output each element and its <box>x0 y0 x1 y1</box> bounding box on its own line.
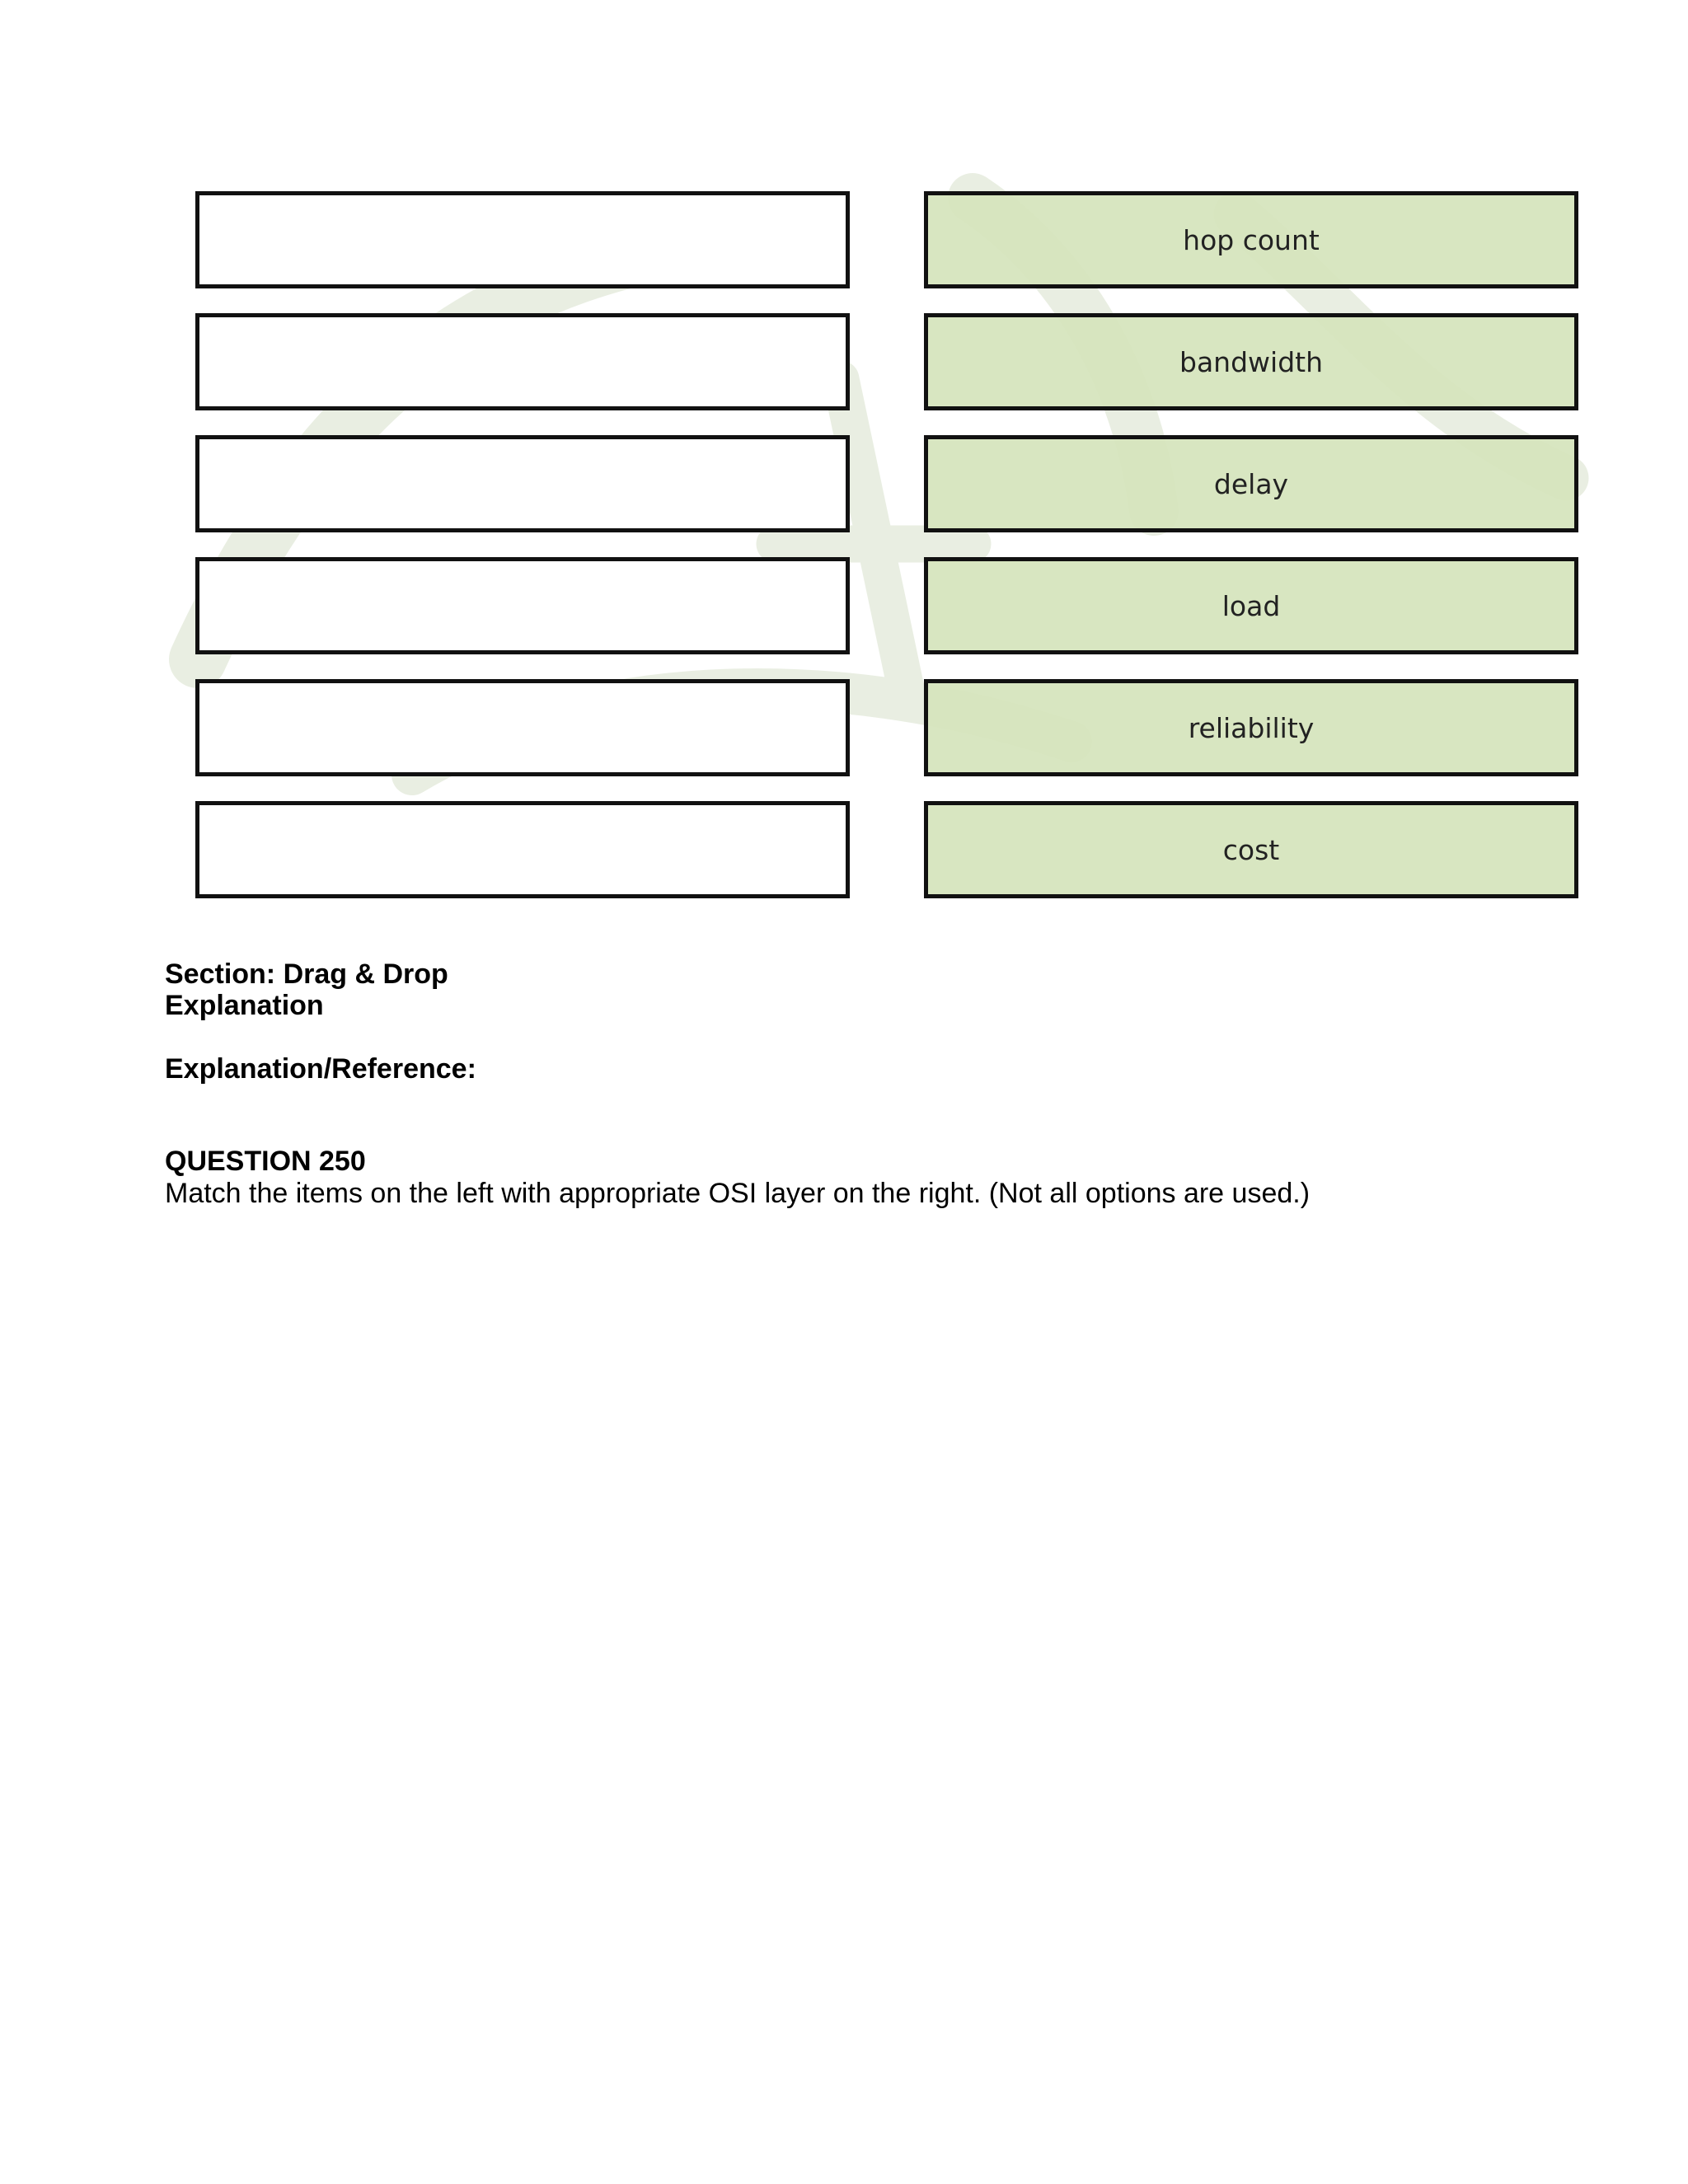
drag-option-cost[interactable]: cost <box>924 801 1578 898</box>
drop-target-slot-4[interactable] <box>195 557 850 654</box>
drop-target-slot-1[interactable] <box>195 191 850 288</box>
drop-target-slot-5[interactable] <box>195 679 850 776</box>
drag-option-load[interactable]: load <box>924 557 1578 654</box>
drag-drop-row <box>195 679 1578 776</box>
drag-drop-area <box>195 191 1578 923</box>
section-label: Section: Drag & Drop <box>165 958 448 990</box>
question-text: Match the items on the left with appropriate OSI layer on the right. (Not all options are used.) <box>165 1178 1311 1209</box>
drag-drop-row <box>195 191 1578 288</box>
drop-target-slot-3[interactable] <box>195 435 850 532</box>
explanation-label: Explanation <box>165 990 324 1021</box>
question-number: QUESTION 250 <box>165 1146 366 1177</box>
drop-target-slot-2[interactable] <box>195 313 850 410</box>
drag-drop-row <box>195 557 1578 654</box>
drag-option-reliability[interactable]: reliability <box>924 679 1578 776</box>
drag-drop-row <box>195 801 1578 898</box>
drop-target-slot-6[interactable] <box>195 801 850 898</box>
drag-option-hop-count[interactable]: hop count <box>924 191 1578 288</box>
drag-option-bandwidth[interactable]: bandwidth <box>924 313 1578 410</box>
drag-drop-row <box>195 435 1578 532</box>
explanation-reference-label: Explanation/Reference: <box>165 1053 476 1085</box>
drag-drop-row <box>195 313 1578 410</box>
drag-option-delay[interactable]: delay <box>924 435 1578 532</box>
